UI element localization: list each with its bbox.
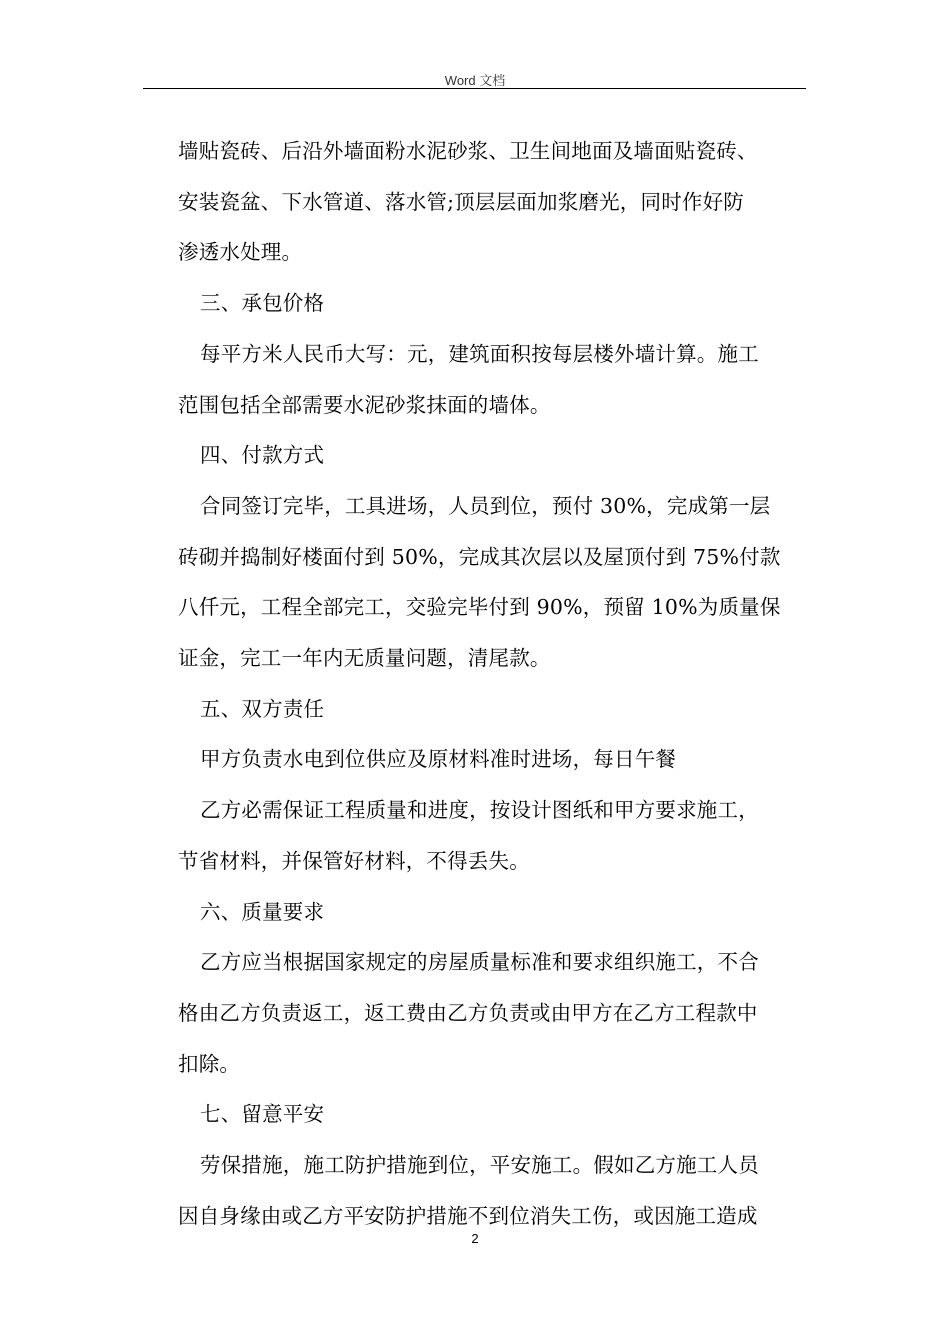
document-line: 范围包括全部需要水泥砂浆抹面的墙体。 [178,392,551,417]
document-line: 节省材料，并保管好材料，不得丢失。 [178,848,530,873]
document-line: 三、承包价格 [200,291,325,316]
document-line: 八仟元，工程全部完工，交验完毕付到 90%，预留 10%为质量保 [178,595,781,620]
document-line: 砖砌并捣制好楼面付到 50%，完成其次层以及屋顶付到 75%付款 [178,544,781,569]
document-line: 渗透水处理。 [178,240,303,265]
document-line: 每平方米人民币大写：元，建筑面积按每层楼外墙计算。施工 [200,341,759,366]
document-line: 七、留意平安 [200,1102,325,1127]
document-line: 证金，完工一年内无质量问题，清尾款。 [178,646,551,671]
page-number: 2 [471,1231,479,1246]
document-line: 乙方应当根据国家规定的房屋质量标准和要求组织施工，不合 [200,950,759,975]
document-line: 扣除。 [178,1051,241,1076]
document-line: 安装瓷盆、下水管道、落水管;顶层层面加浆磨光，同时作好防 [178,189,745,214]
document-line: 合同签订完毕，工具进场，人员到位，预付 30%，完成第一层 [200,493,771,518]
document-line: 五、双方责任 [200,696,325,721]
document-line: 格由乙方负责返工，返工费由乙方负责或由甲方在乙方工程款中 [178,1000,758,1025]
document-line: 四、付款方式 [200,443,325,468]
document-line: 六、质量要求 [200,899,325,924]
document-line: 因自身缘由或乙方平安防护措施不到位消失工伤，或因施工造成 [178,1203,758,1228]
document-line: 劳保措施，施工防护措施到位，平安施工。假如乙方施工人员 [200,1153,759,1178]
page-header-title: Word 文档 [444,73,506,88]
document-line: 甲方负责水电到位供应及原材料准时进场，每日午餐 [200,747,677,772]
document-line: 乙方必需保证工程质量和进度，按设计图纸和甲方要求施工， [200,798,759,823]
header-divider [143,88,806,89]
document-line: 墙贴瓷砖、后沿外墙面粉水泥砂浆、卫生间地面及墙面贴瓷砖、 [178,139,758,163]
document-body [178,126,806,1241]
